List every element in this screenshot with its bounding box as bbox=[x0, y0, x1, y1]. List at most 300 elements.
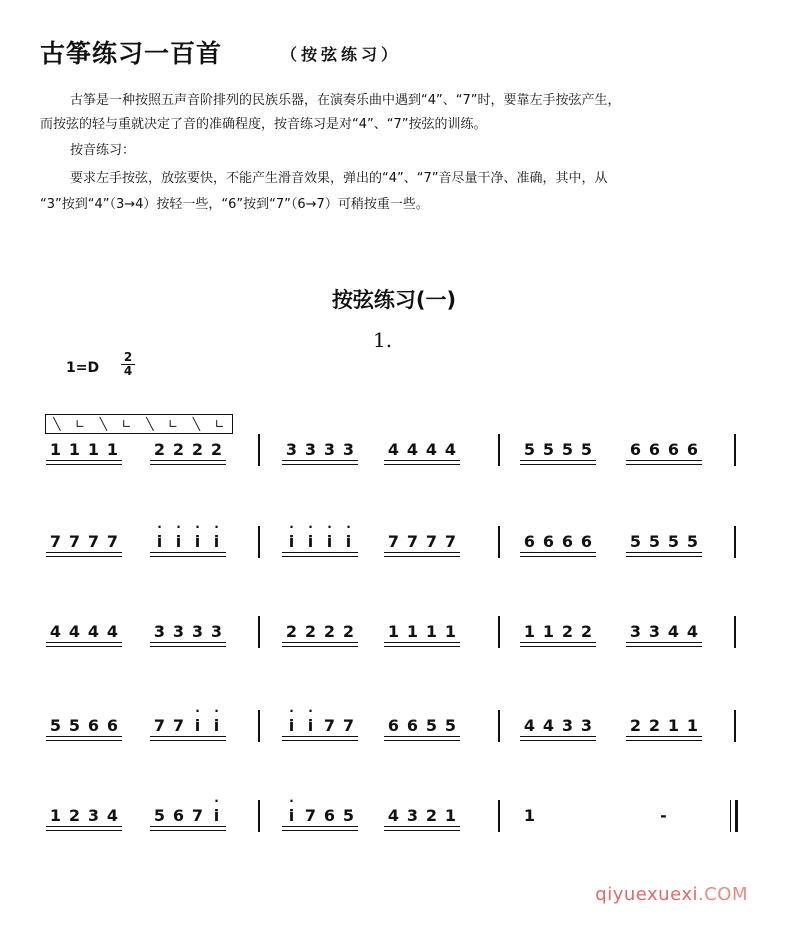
beat-group bbox=[384, 716, 460, 735]
note-glyph: 7 bbox=[87, 532, 100, 551]
beat-group bbox=[626, 716, 702, 735]
time-signature-bottom: 4 bbox=[123, 364, 133, 378]
note-glyph: 6 bbox=[406, 716, 419, 735]
score-note bbox=[65, 440, 84, 459]
underline-eighth bbox=[46, 736, 122, 737]
underline-sixteenth bbox=[282, 740, 358, 741]
note-glyph: 5 bbox=[425, 716, 438, 735]
underline-eighth bbox=[282, 552, 358, 553]
score-note bbox=[520, 440, 539, 459]
score-note bbox=[683, 716, 702, 735]
score-note bbox=[577, 622, 596, 641]
high-octave-dot: · bbox=[157, 520, 162, 534]
note-glyph: 7 bbox=[68, 532, 81, 551]
high-octave-dot: · bbox=[214, 520, 219, 534]
note-glyph: 5 bbox=[49, 716, 62, 735]
underline-eighth bbox=[282, 642, 358, 643]
fingering-mark: ╲ bbox=[192, 417, 200, 431]
underline-sixteenth bbox=[384, 556, 460, 557]
note-glyph: 3 bbox=[648, 622, 661, 641]
note-glyph: 4 bbox=[387, 806, 400, 825]
underline-eighth bbox=[46, 642, 122, 643]
underline-sixteenth bbox=[282, 830, 358, 831]
underline-eighth bbox=[46, 552, 122, 553]
barline bbox=[734, 434, 736, 466]
high-octave-dot: · bbox=[214, 794, 219, 808]
note-glyph: 7 bbox=[406, 532, 419, 551]
score-note bbox=[683, 622, 702, 641]
score-note bbox=[282, 794, 301, 825]
note-glyph: 3 bbox=[210, 622, 223, 641]
score-note bbox=[539, 532, 558, 551]
note-glyph: 5 bbox=[648, 532, 661, 551]
score-note bbox=[46, 716, 65, 735]
score-note bbox=[282, 622, 301, 641]
score-note bbox=[558, 532, 577, 551]
score-note bbox=[664, 622, 683, 641]
underline-eighth bbox=[46, 460, 122, 461]
score-note bbox=[520, 716, 539, 735]
note-glyph: 3 bbox=[87, 806, 100, 825]
note-glyph: 2 bbox=[304, 622, 317, 641]
note-glyph: 6 bbox=[172, 806, 185, 825]
underline-sixteenth bbox=[384, 830, 460, 831]
underline-sixteenth bbox=[46, 830, 122, 831]
note-glyph: i bbox=[307, 716, 314, 735]
note-glyph: 5 bbox=[523, 440, 536, 459]
note-glyph: i bbox=[175, 532, 182, 551]
score-note bbox=[150, 806, 169, 825]
underline-eighth bbox=[626, 552, 702, 553]
score-note bbox=[103, 440, 122, 459]
fingering-marks-box bbox=[45, 414, 233, 434]
note-glyph: 7 bbox=[106, 532, 119, 551]
watermark-domain: qiyuexuexi bbox=[595, 884, 698, 905]
fingering-mark: ╲ bbox=[146, 417, 154, 431]
score-note bbox=[664, 716, 683, 735]
note-glyph: 7 bbox=[153, 716, 166, 735]
beat-group bbox=[384, 532, 460, 551]
note-glyph: i bbox=[213, 532, 220, 551]
score-note bbox=[169, 806, 188, 825]
underline-eighth bbox=[150, 460, 226, 461]
underline-eighth bbox=[520, 460, 596, 461]
score-note bbox=[539, 716, 558, 735]
score-note bbox=[301, 704, 320, 735]
underline-sixteenth bbox=[150, 556, 226, 557]
note-glyph: 1 bbox=[49, 806, 62, 825]
score-row bbox=[46, 622, 746, 662]
score-note bbox=[403, 716, 422, 735]
beat-group bbox=[150, 704, 226, 735]
score-row bbox=[46, 440, 746, 480]
underline-sixteenth bbox=[282, 556, 358, 557]
fingering-mark: ∟ bbox=[168, 417, 179, 431]
score-note bbox=[282, 704, 301, 735]
score-row bbox=[46, 520, 746, 572]
note-glyph: 5 bbox=[629, 532, 642, 551]
score-note bbox=[577, 440, 596, 459]
score-note bbox=[320, 806, 339, 825]
note-glyph: 4 bbox=[542, 716, 555, 735]
underline-sixteenth bbox=[384, 740, 460, 741]
key-signature: 1=D bbox=[66, 360, 100, 376]
fingering-mark: ∟ bbox=[121, 417, 132, 431]
note-glyph: 7 bbox=[191, 806, 204, 825]
underline-eighth bbox=[384, 826, 460, 827]
note-glyph: 4 bbox=[425, 440, 438, 459]
score-note bbox=[626, 622, 645, 641]
note-glyph: 4 bbox=[49, 622, 62, 641]
score-note bbox=[441, 440, 460, 459]
beat-group bbox=[282, 440, 358, 459]
score-row bbox=[46, 794, 746, 846]
score-note bbox=[188, 806, 207, 825]
score-note bbox=[207, 622, 226, 641]
underline-eighth bbox=[626, 642, 702, 643]
beat-group bbox=[46, 440, 122, 459]
underline-eighth bbox=[282, 736, 358, 737]
note-glyph: i bbox=[288, 716, 295, 735]
watermark bbox=[595, 884, 748, 905]
note-glyph: 3 bbox=[580, 716, 593, 735]
score-note bbox=[626, 532, 645, 551]
note-glyph: 5 bbox=[686, 532, 699, 551]
note-glyph: 7 bbox=[444, 532, 457, 551]
note-glyph: 5 bbox=[580, 440, 593, 459]
note-glyph: 2 bbox=[342, 622, 355, 641]
score-note bbox=[84, 532, 103, 551]
intro-paragraph-1-line-2: 而按弦的轻与重就决定了音的准确程度，按音练习是对“4”、“7”按弦的训练。 bbox=[40, 117, 487, 132]
note-glyph: 3 bbox=[561, 716, 574, 735]
underline-sixteenth bbox=[150, 464, 226, 465]
score-note bbox=[46, 532, 65, 551]
note-glyph: i bbox=[156, 532, 163, 551]
section-heading: 按弦练习(一) bbox=[331, 288, 457, 312]
high-octave-dot: · bbox=[308, 520, 313, 534]
underline-eighth bbox=[384, 552, 460, 553]
score-note bbox=[188, 704, 207, 735]
score-note bbox=[169, 520, 188, 551]
underline-eighth bbox=[150, 826, 226, 827]
beat-group bbox=[150, 794, 226, 825]
high-octave-dot: · bbox=[346, 520, 351, 534]
score-note bbox=[207, 520, 226, 551]
score-note bbox=[403, 622, 422, 641]
score-note bbox=[384, 806, 403, 825]
score-note bbox=[539, 622, 558, 641]
piece-number: 1. bbox=[373, 328, 393, 352]
score-note bbox=[664, 440, 683, 459]
underline-eighth bbox=[520, 642, 596, 643]
barline bbox=[498, 800, 500, 832]
note-glyph: i bbox=[194, 532, 201, 551]
score-note bbox=[103, 716, 122, 735]
score-note bbox=[339, 520, 358, 551]
score-note bbox=[46, 440, 65, 459]
underline-sixteenth bbox=[46, 646, 122, 647]
beat-group bbox=[46, 622, 122, 641]
score-note bbox=[403, 532, 422, 551]
barline bbox=[258, 434, 260, 466]
fingering-mark: ╲ bbox=[99, 417, 108, 431]
score-note bbox=[84, 806, 103, 825]
beat-group bbox=[520, 716, 596, 735]
score-note bbox=[301, 622, 320, 641]
score-note bbox=[558, 716, 577, 735]
note-glyph: 6 bbox=[686, 440, 699, 459]
underline-sixteenth bbox=[150, 740, 226, 741]
score-note bbox=[558, 622, 577, 641]
note-glyph: i bbox=[213, 806, 220, 825]
score-note bbox=[103, 622, 122, 641]
note-glyph: i bbox=[288, 532, 295, 551]
underline-eighth bbox=[626, 460, 702, 461]
note-glyph: 2 bbox=[648, 716, 661, 735]
score-note bbox=[520, 806, 539, 825]
underline-sixteenth bbox=[150, 830, 226, 831]
score-note bbox=[339, 716, 358, 735]
score-note bbox=[282, 520, 301, 551]
underline-eighth bbox=[384, 460, 460, 461]
note-glyph: 3 bbox=[342, 440, 355, 459]
note-glyph: 5 bbox=[342, 806, 355, 825]
score-note bbox=[403, 806, 422, 825]
score-note bbox=[422, 622, 441, 641]
note-glyph: 1 bbox=[68, 440, 81, 459]
score-note bbox=[654, 806, 673, 825]
note-glyph: i bbox=[326, 532, 333, 551]
note-glyph: 1 bbox=[542, 622, 555, 641]
note-glyph: 3 bbox=[406, 806, 419, 825]
underline-eighth bbox=[384, 736, 460, 737]
note-glyph: 2 bbox=[323, 622, 336, 641]
note-glyph: 3 bbox=[323, 440, 336, 459]
score-note bbox=[422, 532, 441, 551]
intro-paragraph-3-line-1: 要求左手按弦，放弦要快，不能产生滑音效果，弹出的“4”、“7”音尽量干净、准确，其中，从 bbox=[70, 171, 608, 186]
underline-eighth bbox=[626, 736, 702, 737]
high-octave-dot: · bbox=[289, 520, 294, 534]
note-glyph: 1 bbox=[49, 440, 62, 459]
barline bbox=[498, 710, 500, 742]
underline-sixteenth bbox=[520, 646, 596, 647]
score-note bbox=[320, 716, 339, 735]
note-glyph: 6 bbox=[542, 532, 555, 551]
score-note bbox=[169, 622, 188, 641]
note-glyph: 6 bbox=[323, 806, 336, 825]
underline-sixteenth bbox=[384, 646, 460, 647]
note-glyph: 7 bbox=[49, 532, 62, 551]
score-note bbox=[626, 440, 645, 459]
note-glyph: 2 bbox=[172, 440, 185, 459]
score-note bbox=[384, 440, 403, 459]
score-note bbox=[65, 806, 84, 825]
score-note bbox=[188, 622, 207, 641]
note-glyph: 4 bbox=[406, 440, 419, 459]
score-note bbox=[207, 794, 226, 825]
note-glyph: 5 bbox=[667, 532, 680, 551]
note-glyph: 6 bbox=[561, 532, 574, 551]
underline-sixteenth bbox=[384, 464, 460, 465]
score-note bbox=[577, 716, 596, 735]
score-note bbox=[422, 716, 441, 735]
note-glyph: 7 bbox=[172, 716, 185, 735]
underline-sixteenth bbox=[520, 740, 596, 741]
note-glyph: 3 bbox=[629, 622, 642, 641]
beat-group bbox=[150, 520, 226, 551]
underline-eighth bbox=[520, 736, 596, 737]
beat-group bbox=[46, 806, 122, 825]
note-glyph: 1 bbox=[87, 440, 100, 459]
beat-group bbox=[626, 532, 702, 551]
underline-sixteenth bbox=[626, 646, 702, 647]
score-note bbox=[339, 806, 358, 825]
score-note bbox=[384, 622, 403, 641]
score-note bbox=[384, 716, 403, 735]
fingering-mark: ∟ bbox=[214, 417, 225, 431]
score-note bbox=[339, 440, 358, 459]
high-octave-dot: · bbox=[176, 520, 181, 534]
note-glyph: 2 bbox=[629, 716, 642, 735]
underline-eighth bbox=[46, 826, 122, 827]
note-glyph: 1 bbox=[444, 806, 457, 825]
note-glyph: 4 bbox=[106, 622, 119, 641]
watermark-tld: .COM bbox=[698, 884, 748, 905]
underline-sixteenth bbox=[150, 646, 226, 647]
underline-sixteenth bbox=[46, 464, 122, 465]
score-note bbox=[626, 716, 645, 735]
beat-group bbox=[520, 622, 596, 641]
score-note bbox=[403, 440, 422, 459]
note-glyph: i bbox=[288, 806, 295, 825]
score-note bbox=[169, 440, 188, 459]
note-glyph: 6 bbox=[387, 716, 400, 735]
note-glyph: i bbox=[307, 532, 314, 551]
score-note bbox=[683, 440, 702, 459]
note-glyph: 1 bbox=[523, 806, 536, 825]
beat-group bbox=[282, 704, 358, 735]
note-glyph: 1 bbox=[686, 716, 699, 735]
score-note bbox=[441, 806, 460, 825]
note-glyph: i bbox=[213, 716, 220, 735]
underline-sixteenth bbox=[626, 464, 702, 465]
note-glyph: 6 bbox=[580, 532, 593, 551]
underline-sixteenth bbox=[520, 464, 596, 465]
high-octave-dot: · bbox=[214, 704, 219, 718]
note-glyph: 5 bbox=[444, 716, 457, 735]
score-note bbox=[46, 622, 65, 641]
underline-eighth bbox=[520, 552, 596, 553]
note-glyph: 4 bbox=[686, 622, 699, 641]
score-note bbox=[282, 440, 301, 459]
note-glyph: 6 bbox=[648, 440, 661, 459]
note-glyph: 4 bbox=[87, 622, 100, 641]
note-glyph: i bbox=[345, 532, 352, 551]
underline-eighth bbox=[282, 826, 358, 827]
underline-sixteenth bbox=[282, 646, 358, 647]
note-glyph: - bbox=[660, 806, 667, 825]
score-note bbox=[645, 622, 664, 641]
barline bbox=[498, 616, 500, 648]
note-glyph: 6 bbox=[523, 532, 536, 551]
underline-eighth bbox=[150, 642, 226, 643]
high-octave-dot: · bbox=[195, 520, 200, 534]
underline-eighth bbox=[150, 552, 226, 553]
beat-group bbox=[282, 622, 358, 641]
note-glyph: 4 bbox=[523, 716, 536, 735]
score-note bbox=[520, 532, 539, 551]
score-note bbox=[207, 440, 226, 459]
beat-group bbox=[150, 440, 226, 459]
note-glyph: 5 bbox=[542, 440, 555, 459]
barline bbox=[734, 526, 736, 558]
beat-group bbox=[520, 532, 596, 551]
score-note bbox=[301, 520, 320, 551]
score-note bbox=[169, 716, 188, 735]
barline bbox=[498, 434, 500, 466]
underline-eighth bbox=[282, 460, 358, 461]
score-note bbox=[84, 440, 103, 459]
underline-sixteenth bbox=[46, 556, 122, 557]
score-note bbox=[103, 806, 122, 825]
beat-group bbox=[626, 440, 702, 459]
score-note bbox=[645, 532, 664, 551]
score-note bbox=[664, 532, 683, 551]
page-title: 古筝练习一百首 bbox=[40, 39, 223, 68]
score-note bbox=[207, 704, 226, 735]
beat-group bbox=[150, 622, 226, 641]
score-note bbox=[65, 716, 84, 735]
barline bbox=[258, 800, 260, 832]
high-octave-dot: · bbox=[195, 704, 200, 718]
score-note bbox=[84, 622, 103, 641]
beat-group bbox=[384, 806, 460, 825]
score-note bbox=[384, 532, 403, 551]
intro-paragraph-3-line-2: “3”按到“4”（3→4）按轻一些，“6”按到“7”（6→7）可稍按重一些。 bbox=[40, 197, 429, 212]
note-glyph: 4 bbox=[387, 440, 400, 459]
underline-sixteenth bbox=[626, 556, 702, 557]
intro-paragraph-1-line-1: 古筝是一种按照五声音阶排列的民族乐器，在演奏乐曲中遇到“4”、“7”时，要靠左手按弦产生， bbox=[70, 93, 621, 108]
high-octave-dot: · bbox=[289, 794, 294, 808]
score-note bbox=[645, 440, 664, 459]
note-glyph: 1 bbox=[523, 622, 536, 641]
note-glyph: 4 bbox=[667, 622, 680, 641]
note-glyph: 4 bbox=[444, 440, 457, 459]
note-glyph: 1 bbox=[387, 622, 400, 641]
page-subtitle: （按弦练习） bbox=[281, 45, 402, 64]
note-glyph: 7 bbox=[323, 716, 336, 735]
note-glyph: 3 bbox=[153, 622, 166, 641]
score-note bbox=[150, 716, 169, 735]
barline bbox=[258, 616, 260, 648]
high-octave-dot: · bbox=[308, 704, 313, 718]
score-note bbox=[301, 440, 320, 459]
note-glyph: 2 bbox=[191, 440, 204, 459]
score-note bbox=[441, 532, 460, 551]
beat-group bbox=[520, 440, 596, 459]
barline bbox=[258, 526, 260, 558]
beat-group bbox=[282, 794, 358, 825]
underline-eighth bbox=[384, 642, 460, 643]
beat-group bbox=[384, 622, 460, 641]
score-note bbox=[320, 622, 339, 641]
score-note bbox=[188, 440, 207, 459]
note-glyph: 3 bbox=[285, 440, 298, 459]
score-note bbox=[301, 806, 320, 825]
score-note bbox=[84, 716, 103, 735]
note-glyph: 7 bbox=[342, 716, 355, 735]
note-glyph: 2 bbox=[285, 622, 298, 641]
